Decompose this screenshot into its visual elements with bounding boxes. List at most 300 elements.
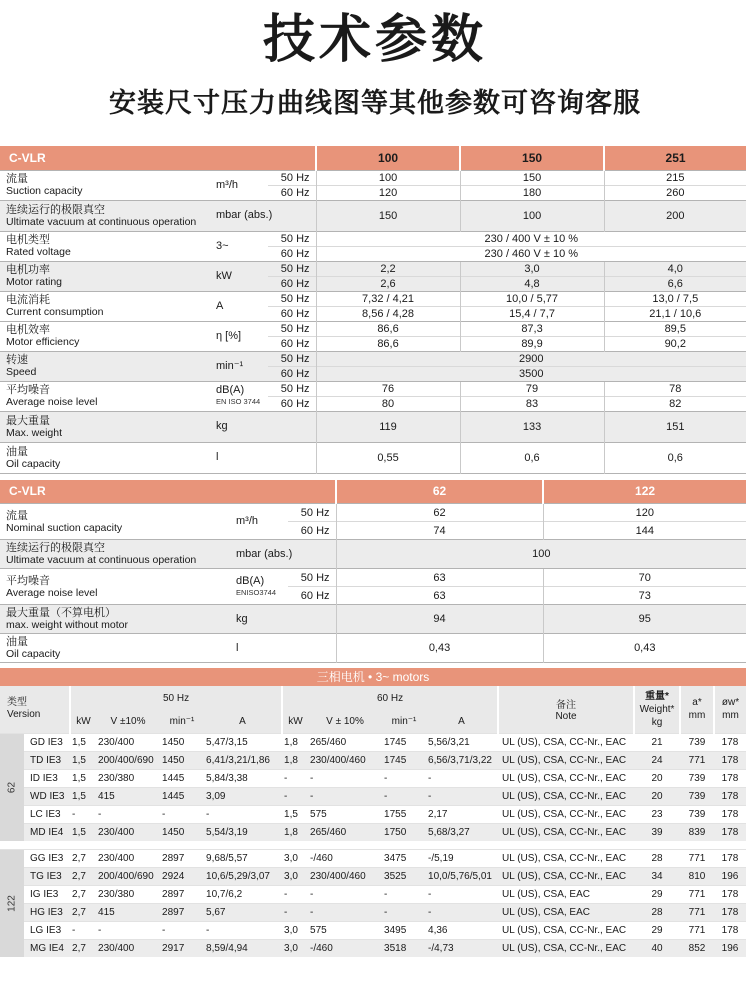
param-label-zh: 平均噪音 — [6, 384, 50, 396]
speed-60hz-cell: - — [382, 885, 426, 903]
a-dim-cell: 771 — [680, 921, 714, 939]
weight-header-unit: kg — [651, 716, 663, 728]
value-cell: 180 — [460, 185, 604, 200]
ow-dim-cell: 196 — [714, 867, 746, 885]
value-cell: 90,2 — [604, 336, 746, 351]
weight-cell: 40 — [634, 939, 680, 957]
kw-60hz-cell: 3,0 — [282, 867, 308, 885]
hz60-header: 60 Hz — [282, 686, 498, 710]
table1-model-label: C-VLR — [0, 146, 316, 170]
weight-cell: 24 — [634, 751, 680, 769]
voltage-50hz-cell: 200/400/690 — [96, 867, 160, 885]
kw-60hz-cell: - — [282, 787, 308, 805]
speed-50hz-cell: 1450 — [160, 733, 204, 751]
speed-50hz-cell: 2924 — [160, 867, 204, 885]
group-spacer-row — [0, 841, 746, 849]
spec-row — [0, 442, 746, 473]
param-label-en: Oil capacity — [6, 457, 61, 470]
frequency-cell: 60 Hz — [268, 185, 316, 200]
a-dim-cell: 771 — [680, 751, 714, 769]
ow-dim-cell: 178 — [714, 805, 746, 823]
ow-dim-cell: 178 — [714, 751, 746, 769]
ow-dim-cell: 178 — [714, 823, 746, 841]
motor-row — [0, 903, 746, 921]
speed-50hz-cell: 2897 — [160, 885, 204, 903]
motor-row — [0, 849, 746, 867]
kw-60hz-cell: 1,8 — [282, 823, 308, 841]
table1-col-150: 150 — [460, 146, 604, 170]
note-cell: UL (US), CSA, CC-Nr., EAC — [498, 939, 634, 957]
param-label-zh: 电机类型 — [6, 234, 50, 246]
param-unit — [232, 569, 288, 605]
model-group-label-text: 122 — [6, 894, 18, 912]
param-label-en: Max. weight — [6, 426, 63, 439]
param-unit — [212, 291, 268, 321]
ow-dim-cell: 178 — [714, 885, 746, 903]
param-label-zh: 连续运行的极限真空 — [6, 203, 105, 216]
version-cell: MD IE4 — [24, 823, 70, 841]
ow-dim-cell: 178 — [714, 769, 746, 787]
spec-row — [0, 351, 746, 366]
value-cell: 150 — [316, 200, 460, 231]
param-label — [0, 321, 212, 351]
param-label-en: Current consumption — [6, 306, 104, 318]
param-label-en: Ultimate vacuum at continuous operation — [6, 554, 197, 566]
unit-text: dB(A) — [216, 384, 245, 396]
voltage-60hz-cell: 575 — [308, 921, 382, 939]
speed-50hz-cell: 2917 — [160, 939, 204, 957]
version-cell: GG IE3 — [24, 849, 70, 867]
weight-cell: 28 — [634, 903, 680, 921]
voltage-60hz-cell: 265/460 — [308, 733, 382, 751]
param-unit — [212, 351, 268, 381]
current-60hz-header: A — [426, 710, 498, 733]
value-cell: 0,6 — [604, 442, 746, 473]
value-cell: 150 — [460, 170, 604, 185]
frequency-cell: 60 Hz — [288, 587, 336, 605]
param-label-en: Suction capacity — [6, 185, 83, 197]
frequency-cell: 60 Hz — [268, 306, 316, 321]
unit-text: l — [236, 641, 239, 654]
group-spacer — [0, 841, 746, 849]
param-label-zh: 平均噪音 — [6, 574, 50, 587]
current-60hz-cell: - — [426, 769, 498, 787]
frequency-cell: 50 Hz — [288, 569, 336, 587]
value-cell: 100 — [316, 170, 460, 185]
speed-50hz-cell: 1445 — [160, 787, 204, 805]
voltage-50hz-cell: 200/400/690 — [96, 751, 160, 769]
value-cell: 13,0 / 7,5 — [604, 291, 746, 306]
frequency-cell: 60 Hz — [268, 246, 316, 261]
ow-dim-cell: 178 — [714, 787, 746, 805]
a-dim-cell: 810 — [680, 867, 714, 885]
value-cell-merged: 230 / 460 V ± 10 % — [316, 246, 746, 261]
version-cell: WD IE3 — [24, 787, 70, 805]
weight-cell: 29 — [634, 885, 680, 903]
frequency-cell: 50 Hz — [268, 381, 316, 396]
unit-standard: ENISO3744 — [236, 587, 277, 597]
value-cell: 0,43 — [543, 634, 746, 663]
unit-text: m³/h — [216, 178, 238, 191]
kw-50hz-cell: 1,5 — [70, 733, 96, 751]
note-header-zh: 备注 — [556, 700, 577, 712]
voltage-50hz-cell: 230/400 — [96, 939, 160, 957]
param-unit — [212, 170, 268, 200]
version-header — [0, 686, 70, 733]
motor-row — [0, 867, 746, 885]
param-label — [0, 605, 232, 634]
current-50hz-cell: 6,41/3,21/1,86 — [204, 751, 282, 769]
motors-header-row-1 — [0, 686, 746, 710]
param-label — [0, 200, 212, 231]
kw-60hz-cell: - — [282, 885, 308, 903]
frequency-cell: 60 Hz — [268, 396, 316, 411]
specs-table-cvlr-62-122 — [0, 480, 746, 664]
speed-60hz-cell: 1755 — [382, 805, 426, 823]
ow-dim-cell: 178 — [714, 849, 746, 867]
current-60hz-cell: 5,56/3,21 — [426, 733, 498, 751]
kw-60hz-cell: 3,0 — [282, 921, 308, 939]
value-cell: 79 — [460, 381, 604, 396]
motor-row — [0, 921, 746, 939]
value-cell: 119 — [316, 411, 460, 442]
param-unit — [212, 442, 316, 473]
param-label-en: Ultimate vacuum at continuous operation — [6, 215, 197, 228]
current-50hz-cell: 5,47/3,15 — [204, 733, 282, 751]
ow-dim-cell: 178 — [714, 903, 746, 921]
frequency-cell: 50 Hz — [268, 170, 316, 185]
param-label — [0, 411, 212, 442]
spec-row — [0, 381, 746, 396]
current-60hz-cell: 2,17 — [426, 805, 498, 823]
value-cell: 62 — [336, 504, 543, 522]
param-label-zh: 电流消耗 — [6, 294, 50, 306]
a-dim-cell: 852 — [680, 939, 714, 957]
voltage-50hz-cell: 230/400 — [96, 733, 160, 751]
spec-row — [0, 411, 746, 442]
frequency-cell: 60 Hz — [288, 522, 336, 540]
param-label-en: Average noise level — [6, 396, 98, 408]
speed-50hz-cell: 1450 — [160, 751, 204, 769]
value-cell: 144 — [543, 522, 746, 540]
motor-row — [0, 769, 746, 787]
value-cell: 3,0 — [460, 261, 604, 276]
frequency-cell: 50 Hz — [268, 321, 316, 336]
param-label-en: Oil capacity — [6, 648, 61, 660]
unit-text: l — [216, 451, 219, 463]
table1-header-row — [0, 146, 746, 170]
value-cell: 76 — [316, 381, 460, 396]
voltage-60hz-cell: - — [308, 769, 382, 787]
kw-60hz-cell: 3,0 — [282, 939, 308, 957]
frequency-cell: 60 Hz — [268, 336, 316, 351]
current-50hz-cell: - — [204, 921, 282, 939]
speed-60hz-cell: - — [382, 769, 426, 787]
voltage-50hz-cell: 230/380 — [96, 769, 160, 787]
kw-50hz-cell: 1,5 — [70, 823, 96, 841]
param-label-en: Motor rating — [6, 276, 63, 288]
param-label — [0, 442, 212, 473]
motor-row — [0, 733, 746, 751]
speed-60hz-cell: 3495 — [382, 921, 426, 939]
table2-model-label: C-VLR — [0, 480, 336, 504]
speed-60hz-header: min⁻¹ — [382, 710, 426, 733]
note-cell: UL (US), CSA, CC-Nr., EAC — [498, 867, 634, 885]
voltage-60hz-cell: -/460 — [308, 939, 382, 957]
unit-standard: EN ISO 3744 — [216, 397, 261, 406]
weight-header-zh: 重量* — [645, 690, 669, 702]
value-cell: 87,3 — [460, 321, 604, 336]
ow-dim-cell: 196 — [714, 939, 746, 957]
model-group-label — [0, 849, 24, 957]
value-cell: 6,6 — [604, 276, 746, 291]
version-cell: LC IE3 — [24, 805, 70, 823]
spec-row — [0, 605, 746, 634]
speed-50hz-cell: 2897 — [160, 903, 204, 921]
voltage-60hz-cell: 230/400/460 — [308, 867, 382, 885]
param-label-zh: 油量 — [6, 445, 28, 458]
speed-60hz-cell: 1750 — [382, 823, 426, 841]
param-label — [0, 170, 212, 200]
value-cell: 94 — [336, 605, 543, 634]
a-dim-label: a* — [692, 697, 702, 709]
voltage-50hz-cell: - — [96, 921, 160, 939]
unit-text: mbar (abs.) — [216, 209, 273, 221]
kw-60hz-cell: - — [282, 903, 308, 921]
param-label — [0, 540, 232, 569]
current-50hz-header: A — [204, 710, 282, 733]
version-cell: IG IE3 — [24, 885, 70, 903]
kw-50hz-cell: 1,5 — [70, 769, 96, 787]
param-label-zh: 连续运行的极限真空 — [6, 542, 105, 554]
note-header — [498, 686, 634, 733]
note-cell: UL (US), CSA, CC-Nr., EAC — [498, 823, 634, 841]
motor-row — [0, 787, 746, 805]
weight-cell: 29 — [634, 921, 680, 939]
param-label-en: Motor efficiency — [6, 336, 80, 348]
spec-row — [0, 540, 746, 569]
speed-50hz-cell: - — [160, 921, 204, 939]
kw-60hz-header: kW — [282, 710, 308, 733]
value-cell: 73 — [543, 587, 746, 605]
param-label — [0, 634, 232, 663]
current-60hz-cell: - — [426, 885, 498, 903]
param-unit — [212, 321, 268, 351]
value-cell: 63 — [336, 587, 543, 605]
value-cell: 63 — [336, 569, 543, 587]
current-60hz-cell: 6,56/3,71/3,22 — [426, 751, 498, 769]
kw-60hz-cell: 3,0 — [282, 849, 308, 867]
value-cell: 120 — [543, 504, 746, 522]
unit-text: m³/h — [236, 515, 258, 527]
kw-50hz-cell: 2,7 — [70, 849, 96, 867]
current-50hz-cell: 5,84/3,38 — [204, 769, 282, 787]
unit-text: 3~ — [216, 239, 229, 252]
current-50hz-cell: 5,67 — [204, 903, 282, 921]
kw-60hz-cell: 1,5 — [282, 805, 308, 823]
value-cell: 15,4 / 7,7 — [460, 306, 604, 321]
a-dim-cell: 839 — [680, 823, 714, 841]
spec-row — [0, 261, 746, 276]
note-cell: UL (US), CSA, CC-Nr., EAC — [498, 751, 634, 769]
weight-header — [634, 686, 680, 733]
voltage-60hz-cell: 230/400/460 — [308, 751, 382, 769]
kw-50hz-cell: 2,7 — [70, 867, 96, 885]
weight-cell: 20 — [634, 787, 680, 805]
a-dim-cell: 739 — [680, 769, 714, 787]
voltage-60hz-cell: -/460 — [308, 849, 382, 867]
note-header-en: Note — [555, 711, 577, 723]
value-cell: 100 — [460, 200, 604, 231]
param-unit — [212, 381, 268, 411]
value-cell: 95 — [543, 605, 746, 634]
spec-row — [0, 170, 746, 185]
ow-dim-header — [714, 686, 746, 733]
note-cell: UL (US), CSA, EAC — [498, 885, 634, 903]
version-cell: TG IE3 — [24, 867, 70, 885]
table1-col-251: 251 — [604, 146, 746, 170]
param-label-zh: 流量 — [6, 173, 28, 185]
model-group-label — [0, 733, 24, 841]
param-label-zh: 电机功率 — [6, 264, 50, 276]
ow-dim-cell: 178 — [714, 921, 746, 939]
unit-text: min⁻¹ — [216, 359, 244, 372]
unit-text: dB(A) — [236, 574, 265, 587]
voltage-60hz-cell: 575 — [308, 805, 382, 823]
value-cell: 21,1 / 10,6 — [604, 306, 746, 321]
weight-cell: 23 — [634, 805, 680, 823]
current-50hz-cell: 3,09 — [204, 787, 282, 805]
weight-cell: 21 — [634, 733, 680, 751]
value-cell: 133 — [460, 411, 604, 442]
kw-50hz-cell: 1,5 — [70, 787, 96, 805]
a-dim-unit: mm — [688, 710, 706, 722]
value-cell: 4,8 — [460, 276, 604, 291]
weight-cell: 28 — [634, 849, 680, 867]
value-cell: 80 — [316, 396, 460, 411]
value-cell: 0,43 — [336, 634, 543, 663]
a-dim-cell: 739 — [680, 733, 714, 751]
motor-row — [0, 885, 746, 903]
value-cell: 83 — [460, 396, 604, 411]
current-60hz-cell: 5,68/3,27 — [426, 823, 498, 841]
frequency-cell: 50 Hz — [268, 261, 316, 276]
param-label — [0, 231, 212, 261]
voltage-50hz-cell: 230/400 — [96, 823, 160, 841]
current-60hz-cell: 4,36 — [426, 921, 498, 939]
a-dim-header — [680, 686, 714, 733]
version-cell: MG IE4 — [24, 939, 70, 957]
model-group-label-text: 62 — [6, 781, 18, 793]
param-label — [0, 381, 212, 411]
version-cell: ID IE3 — [24, 769, 70, 787]
current-50hz-cell: 10,6/5,29/3,07 — [204, 867, 282, 885]
kw-60hz-cell: 1,8 — [282, 733, 308, 751]
param-label — [0, 261, 212, 291]
param-label-en: Rated voltage — [6, 246, 71, 258]
table2-col-122: 122 — [543, 480, 746, 504]
param-label-en: Nominal suction capacity — [6, 521, 123, 534]
table2-header-row — [0, 480, 746, 504]
ow-dim-unit: mm — [722, 710, 739, 722]
value-cell: 10,0 / 5,77 — [460, 291, 604, 306]
spec-row — [0, 504, 746, 522]
voltage-60hz-cell: - — [308, 787, 382, 805]
value-cell: 89,9 — [460, 336, 604, 351]
speed-60hz-cell: 3518 — [382, 939, 426, 957]
motor-row — [0, 805, 746, 823]
speed-50hz-header: min⁻¹ — [160, 710, 204, 733]
voltage-50hz-cell: 415 — [96, 903, 160, 921]
motor-row — [0, 823, 746, 841]
a-dim-cell: 739 — [680, 805, 714, 823]
motor-row — [0, 939, 746, 957]
current-60hz-cell: - — [426, 787, 498, 805]
voltage-60hz-cell: 265/460 — [308, 823, 382, 841]
voltage-50hz-cell: 415 — [96, 787, 160, 805]
note-cell: UL (US), CSA, CC-Nr., EAC — [498, 805, 634, 823]
param-unit — [232, 540, 336, 569]
param-label-zh: 转速 — [6, 354, 28, 366]
note-cell: UL (US), CSA, CC-Nr., EAC — [498, 921, 634, 939]
speed-50hz-cell: - — [160, 805, 204, 823]
param-unit — [212, 411, 316, 442]
voltage-60hz-cell: - — [308, 885, 382, 903]
spec-row — [0, 634, 746, 663]
page-subtitle: 安装尺寸压力曲线图等其他参数可咨询客服 — [109, 88, 641, 118]
param-label — [0, 351, 212, 381]
kw-50hz-cell: 2,7 — [70, 885, 96, 903]
weight-cell: 34 — [634, 867, 680, 885]
value-cell: 120 — [316, 185, 460, 200]
speed-60hz-cell: 1745 — [382, 751, 426, 769]
current-50hz-cell: 5,54/3,19 — [204, 823, 282, 841]
value-cell-merged: 100 — [336, 540, 746, 569]
spec-row — [0, 231, 746, 246]
current-50hz-cell: 10,7/6,2 — [204, 885, 282, 903]
kw-50hz-cell: 2,7 — [70, 939, 96, 957]
speed-60hz-cell: - — [382, 903, 426, 921]
param-unit — [232, 605, 336, 634]
motors-section-header: 三相电机 • 3~ motors — [0, 668, 746, 686]
speed-50hz-cell: 1445 — [160, 769, 204, 787]
value-cell: 70 — [543, 569, 746, 587]
table1-col-100: 100 — [316, 146, 460, 170]
motor-row — [0, 751, 746, 769]
current-60hz-cell: 10,0/5,76/5,01 — [426, 867, 498, 885]
value-cell: 4,0 — [604, 261, 746, 276]
spec-row — [0, 200, 746, 231]
spec-row — [0, 321, 746, 336]
param-label — [0, 291, 212, 321]
unit-text: kW — [216, 269, 232, 282]
value-cell: 86,6 — [316, 336, 460, 351]
param-label-zh: 最大重量 — [6, 414, 50, 427]
param-label-en: Speed — [6, 366, 37, 378]
value-cell: 151 — [604, 411, 746, 442]
value-cell: 260 — [604, 185, 746, 200]
current-60hz-cell: -/4,73 — [426, 939, 498, 957]
param-label-zh: 电机效率 — [6, 324, 50, 336]
voltage-50hz-cell: 230/400 — [96, 849, 160, 867]
kw-50hz-header: kW — [70, 710, 96, 733]
value-cell: 0,55 — [316, 442, 460, 473]
speed-50hz-cell: 2897 — [160, 849, 204, 867]
note-cell: UL (US), CSA, CC-Nr., EAC — [498, 787, 634, 805]
kw-60hz-cell: 1,8 — [282, 751, 308, 769]
param-unit — [212, 261, 268, 291]
weight-cell: 20 — [634, 769, 680, 787]
